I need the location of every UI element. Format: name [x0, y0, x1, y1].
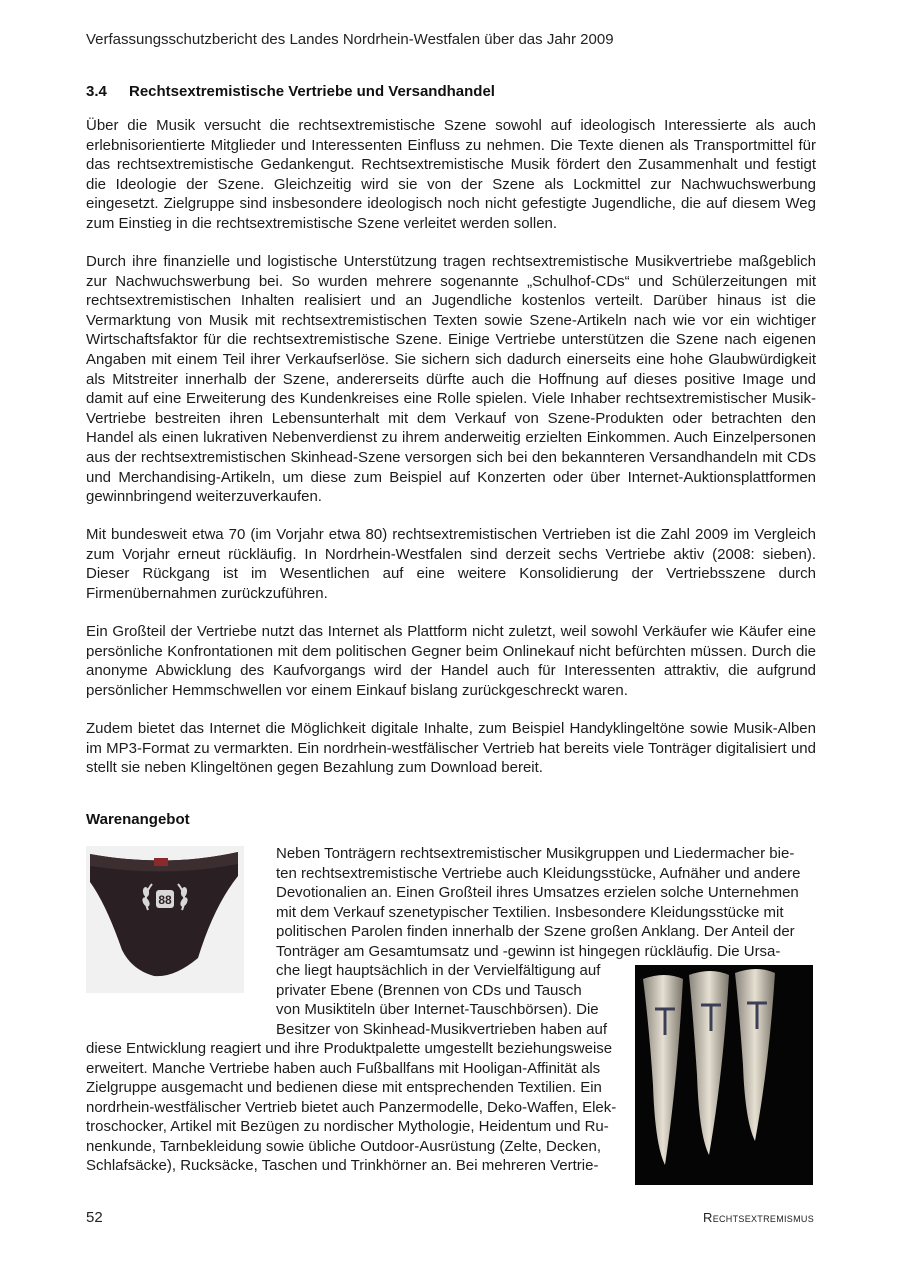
paragraph-4: Ein Großteil der Vertriebe nutzt das Internet als Plattform nicht zuletzt, weil sowohl Verkäufer wie Käufer eine persönliche Konfrontationen mit dem politischen Gegner beim Onlinekauf nicht befürchten müssen. Durch die anonyme Abwicklung des Kaufvorgangs wird der Handel auch für Interessenten attraktiv, die aufgrund persönlicher Hemmschwellen vor einem Einkauf bislang zurückgeschreckt waren.: [86, 623, 816, 699]
warenangebot-line: troschocker, Artikel mit Bezügen zu nordischer Mythologie, Heidentum und Ru-: [86, 1118, 609, 1135]
warenangebot-line: Schlafsäcke), Rucksäcke, Taschen und Trinkhörner an. Bei mehreren Vertrie-: [86, 1157, 599, 1174]
underwear-photo: [86, 846, 244, 993]
section-number: 3.4: [86, 83, 107, 100]
drinking-horns-illustration: [635, 965, 813, 1185]
warenangebot-line: nordrhein-westfälischer Vertrieb bietet auch Panzermodelle, Deko-Waffen, Elek-: [86, 1099, 617, 1116]
warenangebot-line: von Musiktiteln über Internet-Tauschbörsen). Die: [276, 1001, 599, 1018]
warenangebot-line: privater Ebene (Brennen von CDs und Tausch: [276, 982, 582, 999]
underwear-print-text: 88: [158, 893, 172, 907]
footer-section-name: Rechtsextremismus: [703, 1210, 814, 1225]
warenangebot-line: Besitzer von Skinhead-Musikvertrieben haben auf: [276, 1021, 608, 1038]
underwear-illustration: [86, 846, 244, 993]
drinking-horns-photo: [635, 965, 813, 1185]
paragraph-5: Zudem bietet das Internet die Möglichkeit digitale Inhalte, zum Beispiel Handyklingeltöne sowie Musik-Alben im MP3-Format zu vermarkten. Ein nordrhein-westfälischer Vertrieb hat bereits viele Tonträger digitalisiert und stellt sie neben Klingeltönen gegen Bezahlung zum Download bereit.: [86, 720, 816, 777]
paragraph-2: Durch ihre finanzielle und logistische Unterstützung tragen rechtsextremistische Musikvertriebe maßgeblich zur Nachwuchswerbung bei. So wurden mehrere sogenannte „Schulhof-CDs“ und Schülerzeitungen mit rechtsextremistischen Inhalten realisiert und an Jugendliche kostenlos verteilt. Darüber hinaus ist die Vermarktung von Musik mit rechtsextremistischen Texten sowie Szene-Artikeln nach wie vor ein wichtiger Wirtschaftsfaktor für die rechtsextremistische Szene. Einige Vertriebe unterstützen die Szene nach eigenen Angaben mit einem Teil ihrer Verkaufserlöse. Sie sichern sich dadurch einerseits eine hohe Glaubwürdigkeit als Mitstreiter innerhalb der Szene, andererseits dürfte auch die Hoffnung auf dieses positive Image und damit auf eine Erweiterung des Kundenkreises eine Rolle spielen. Viele Inhaber rechtsextremistischer Musik-Vertriebe bestreiten ihren Lebensunterhalt mit dem Verkauf von Szene-Produkten oder betrachten den Handel als einen lukrativen Nebenverdienst zu ihrem anderweitig erzielten Einkommen. Auch Einzelpersonen aus der rechtsextremistischen Skinhead-Szene versorgen sich bei den bekannteren Versandhandeln mit CDs und Merchandising-Artikeln, um diese zum Beispiel auf Konzerten oder über Internet-Auktionsplattformen gewinnbringend weiterzuverkaufen.: [86, 253, 816, 506]
warenangebot-line: Tonträger am Gesamtumsatz und -gewinn ist hingegen rückläufig. Die Ursa-: [276, 943, 781, 960]
running-header: Verfassungsschutzbericht des Landes Nordrhein-Westfalen über das Jahr 2009: [86, 31, 614, 48]
paragraph-1: Über die Musik versucht die rechtsextremistische Szene sowohl auf ideologisch Interessierte als auch erlebnisorientierte Mitglieder und Interessenten Einfluss zu nehmen. Die Texte dienen als Transportmittel für das rechtsextremistische Gedankengut. Rechtsextremistische Musik fördert den Zusammenhalt und festigt die Ideologie der Szene. Gleichzeitig wird sie von der Szene als Lockmittel zur Nachwuchswerbung eingesetzt. Zielgruppe sind insbesondere ideologisch noch nicht gefestigte Jugendliche, die auf diesem Weg zum Einstieg in die rechtsextremistische Szene verleitet werden sollen.: [86, 117, 816, 232]
warenangebot-line: che liegt hauptsächlich in der Vervielfältigung auf: [276, 962, 601, 979]
section-title-text: Rechtsextremistische Vertriebe und Versandhandel: [129, 83, 495, 100]
warenangebot-line: ten rechtsextremistische Vertriebe auch Kleidungsstücke, Aufnäher und andere: [276, 865, 801, 882]
warenangebot-line: diese Entwicklung reagiert und ihre Produktpalette umgestellt beziehungsweise: [86, 1040, 613, 1057]
warenangebot-line: Neben Tonträgern rechtsextremistischer Musikgruppen und Liedermacher bie-: [276, 845, 795, 862]
warenangebot-line: mit dem Verkauf szenetypischer Textilien. Insbesondere Kleidungsstücke mit: [276, 904, 784, 921]
warenangebot-line: politischen Parolen finden innerhalb der Szene großen Anklang. Der Anteil der: [276, 923, 795, 940]
warenangebot-line: Zielgruppe ausgemacht und bedienen diese mit entsprechenden Textilien. Ein: [86, 1079, 602, 1096]
warenangebot-line: nenkunde, Tarnbekleidung sowie übliche Outdoor-Ausrüstung (Zelte, Decken,: [86, 1138, 602, 1155]
warenangebot-line: Devotionalien an. Einen Großteil ihres Umsatzes erzielen solche Unternehmen: [276, 884, 799, 901]
section-heading: [86, 83, 495, 100]
warenangebot-line: erweitert. Manche Vertriebe haben auch Fußballfans mit Hooligan-Affinität als: [86, 1060, 601, 1077]
page-number: 52: [86, 1209, 103, 1226]
paragraph-3: Mit bundesweit etwa 70 (im Vorjahr etwa 80) rechtsextremistischen Vertrieben ist die Zahl 2009 im Vergleich zum Vorjahr erneut rückläufig. In Nordrhein-Westfalen sind derzeit sechs Vertriebe aktiv (2008: sieben). Dieser Rückgang ist im Wesentlichen auf eine weitere Konsolidierung der Vertriebsszene durch Firmenübernahmen zurückzuführen.: [86, 526, 816, 602]
warenangebot-heading: Warenangebot: [86, 811, 190, 828]
